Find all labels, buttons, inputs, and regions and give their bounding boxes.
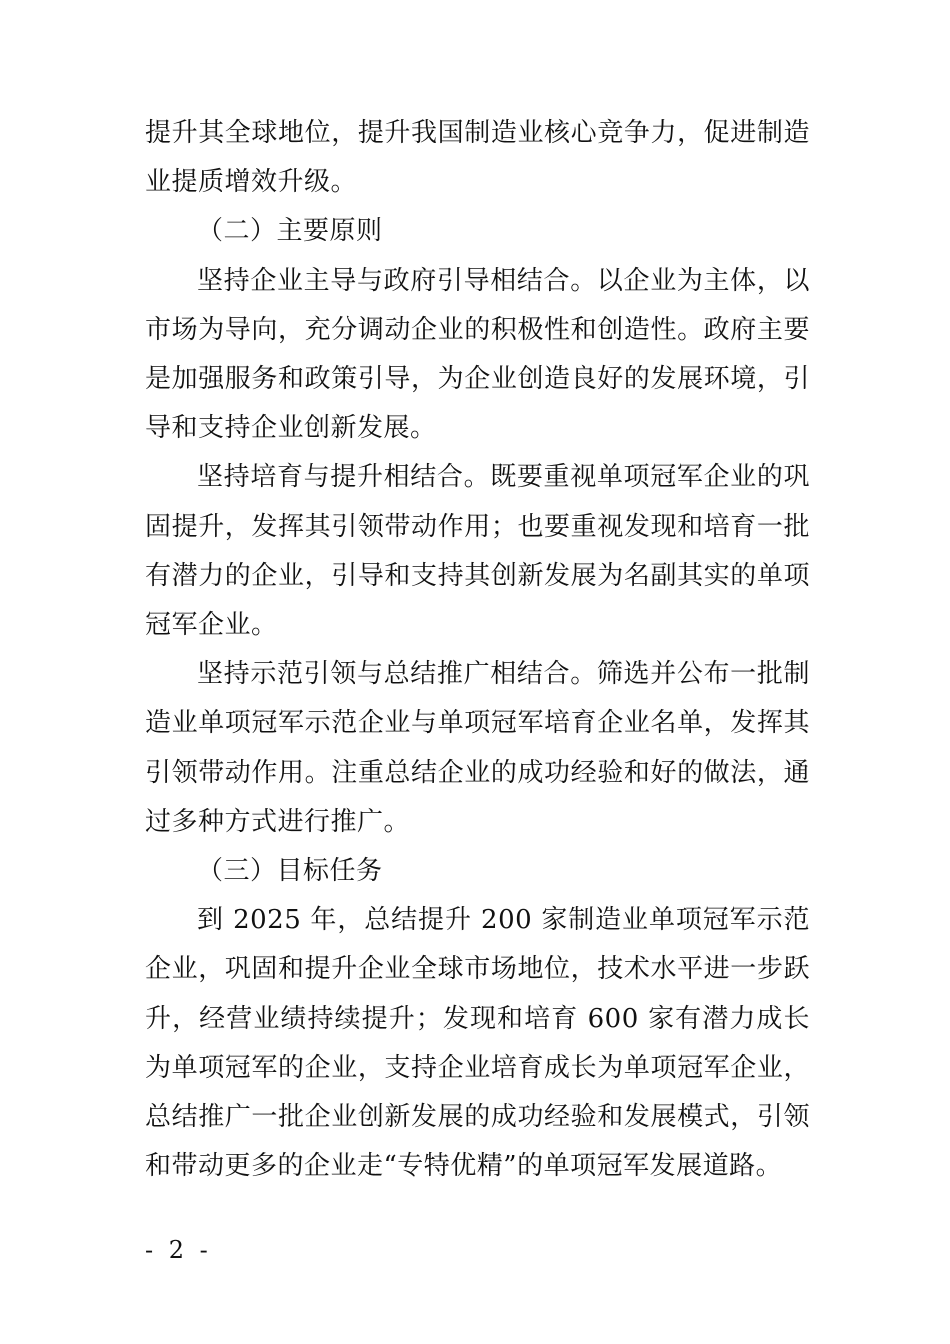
page-number: - 2 - [145,1236,212,1264]
paragraph-principle-demonstration: 坚持示范引领与总结推广相结合。筛选并公布一批制造业单项冠军示范企业与单项冠军培育企业名单，发挥其引领带动作用。注重总结企业的成功经验和好的做法，通过多种方式进行推广。 [145,659,810,837]
document-body [145,109,810,1191]
section-heading-targets: （三）目标任务 [197,856,383,887]
paragraph-principle-enterprise-government: 坚持企业主导与政府引导相结合。以企业为主体，以市场为导向，充分调动企业的积极性和创造性。政府主要是加强服务和政策引导，为企业创造良好的发展环境，引导和支持企业创新发展。 [145,265,810,444]
paragraph-continuation: 提升其全球地位，提升我国制造业核心竞争力，促进制造业提质增效升级。 [145,118,810,198]
section-heading-principles: （二）主要原则 [197,216,383,247]
paragraph-principle-cultivation: 坚持培育与提升相结合。既要重视单项冠军企业的巩固提升，发挥其引领带动作用；也要重视发现和培育一批有潜力的企业，引导和支持其创新发展为名副其实的单项冠军企业。 [145,462,810,641]
paragraph-targets: 到 2025 年，总结提升 200 家制造业单项冠军示范企业，巩固和提升企业全球市场地位，技术水平进一步跃升，经营业绩持续提升；发现和培育 600 家有潜力成长为单项冠军的企业，支持企业培育成长为单项冠军企业，总结推广一批企业创新发展的成功经验和发展模式，引领和带动更多的企业走“专特优精”的单项冠军发展道路。 [145,905,810,1182]
